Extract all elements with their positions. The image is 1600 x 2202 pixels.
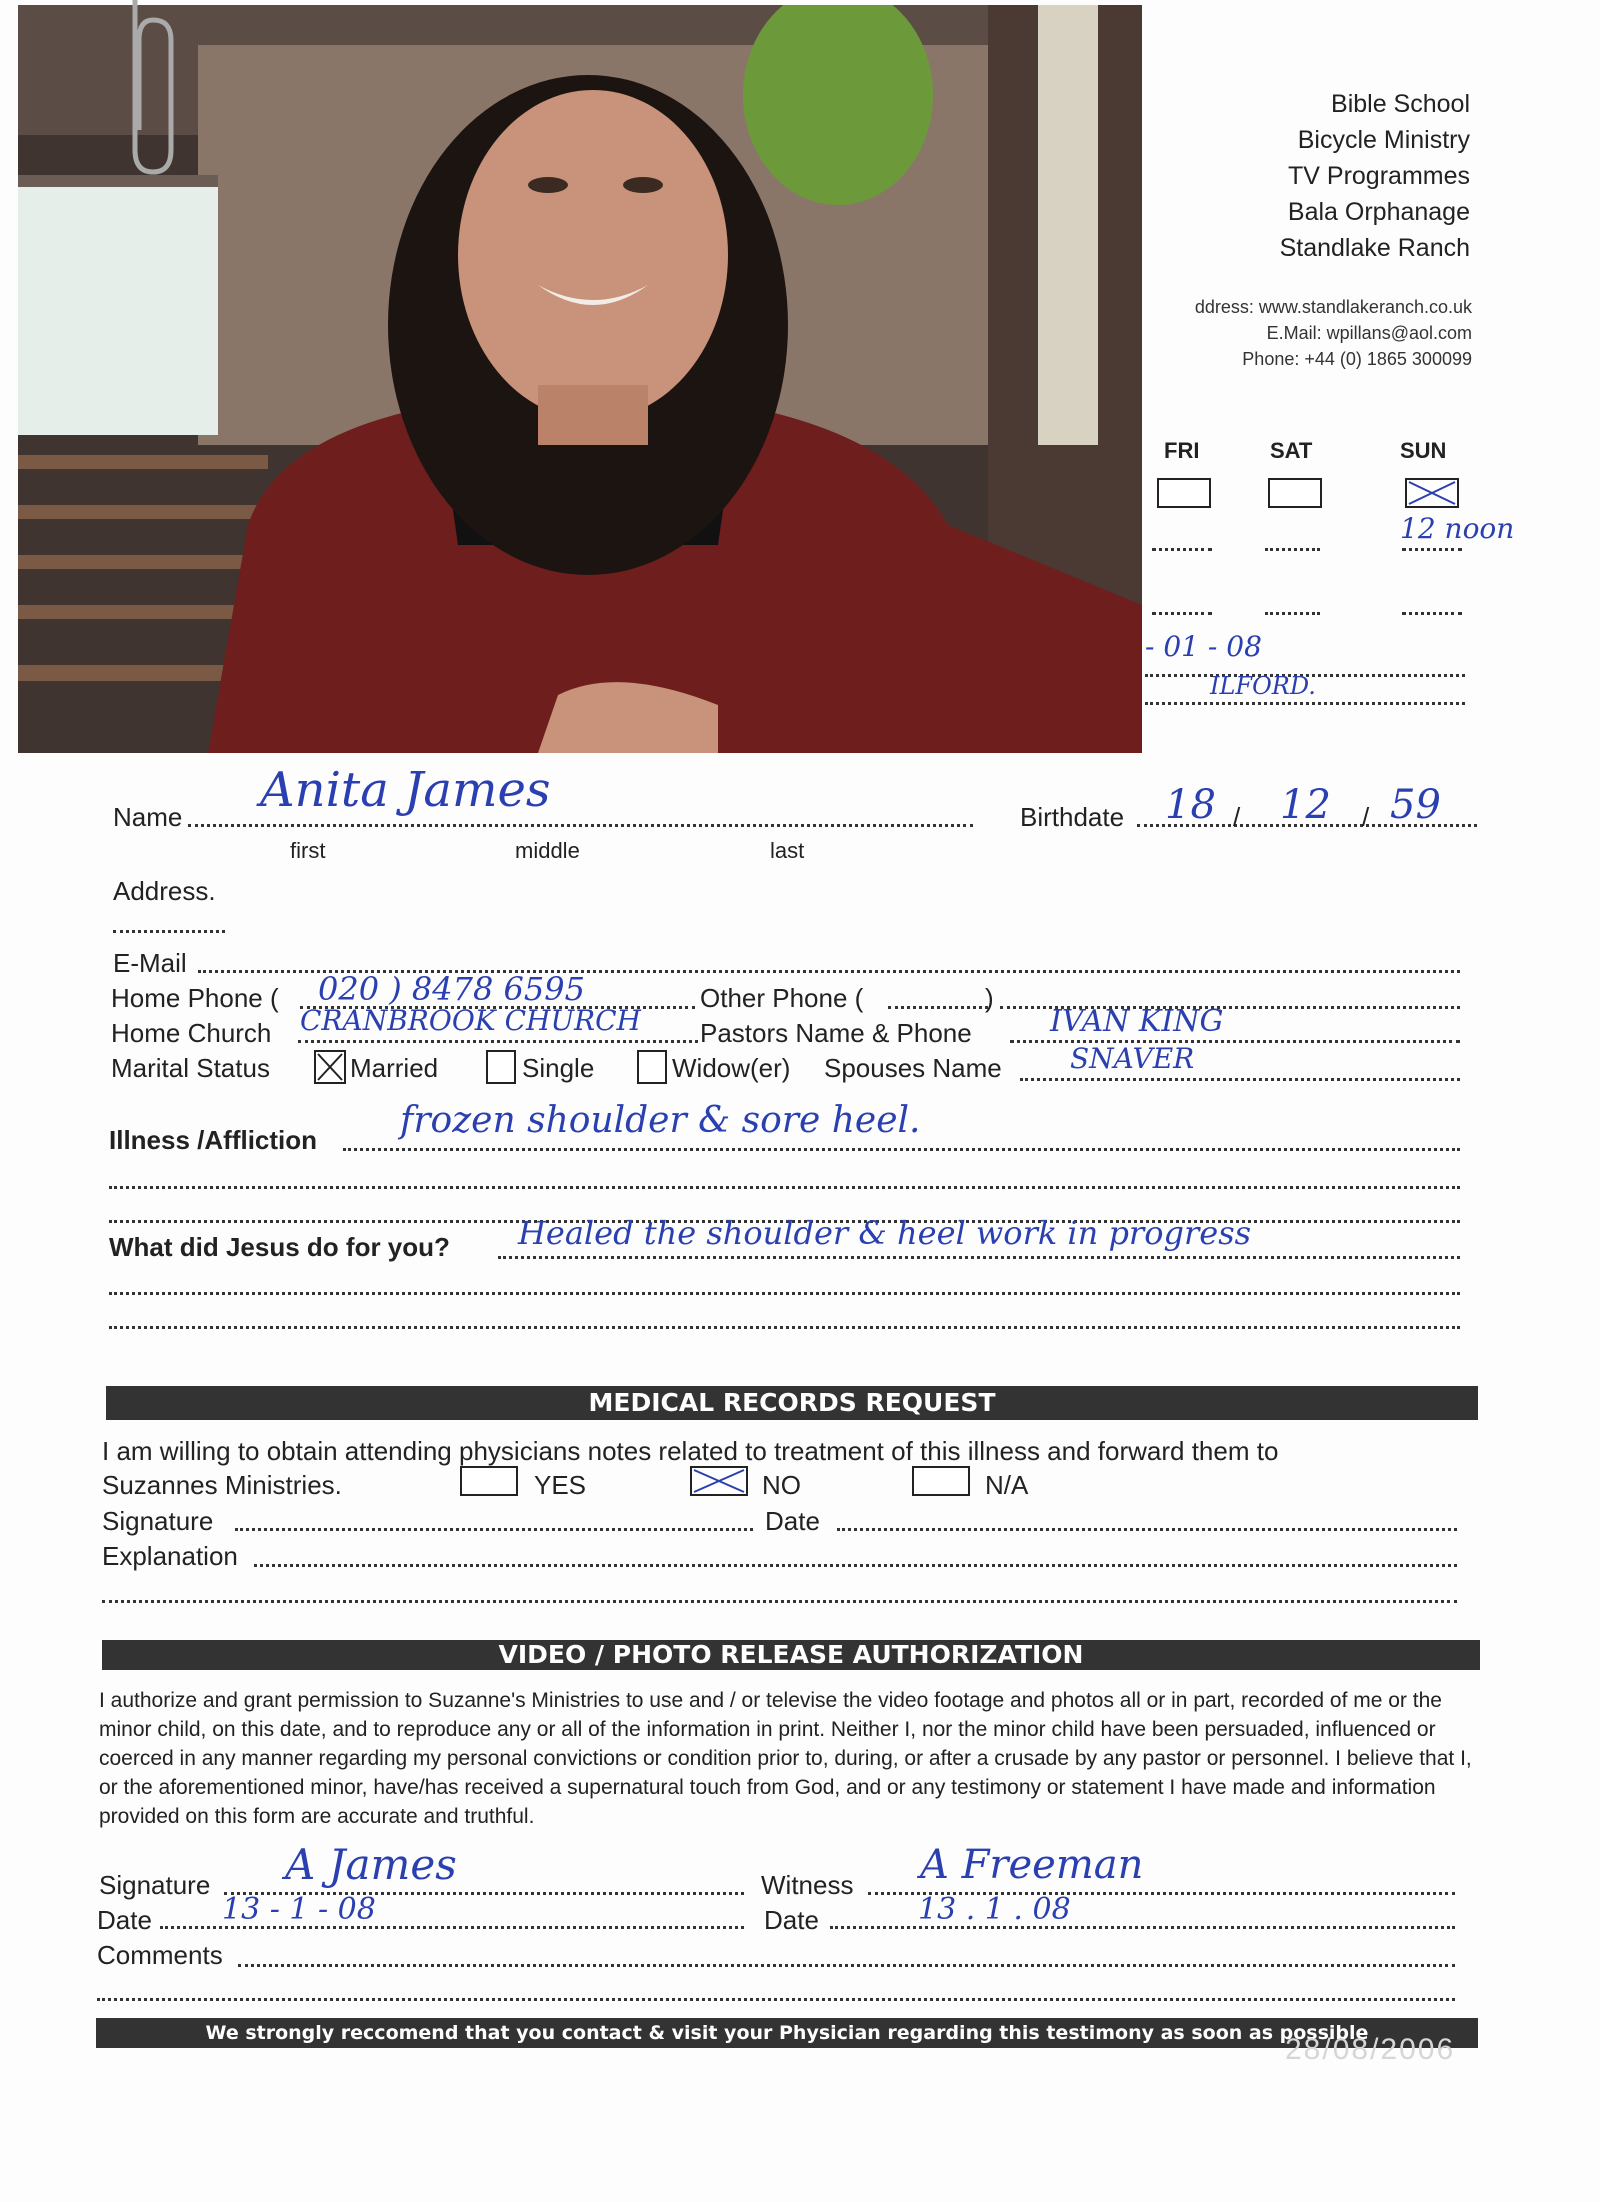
attached-photo [18,5,1142,753]
ministry-item: TV Programmes [1288,162,1470,190]
ministry-item: Bala Orphanage [1287,198,1470,226]
paperclip-icon [95,0,175,180]
release-paragraph: I authorize and grant permission to Suzanne's Ministries to use and / or televise the video footage and photos all or in part, recorded of me or the minor child, on this date, and to reproduce any or all of the information in print. Neither I, nor the minor child have been persuaded, influenced or coerced in any manner regarding my personal convictions or condition prior to, during, or after a crusade by any pastor or personnel. I believe that I, or the aforementioned minor, have/has received a supernatural touch from God, and or any testimony or statement I have made and information provided on this form are accurate and truthful. [99,1689,1472,1828]
email-line: E.Mail: wpillans@aol.com [1266,323,1472,343]
no-option: NO [762,1470,801,1500]
day-sat: SAT [1270,438,1313,463]
single-option: Single [522,1053,595,1083]
name-sub-last: last [770,838,805,863]
other-phone-close: ) [985,983,994,1013]
ministry-item: Bible School [1331,90,1470,118]
yes-option: YES [534,1470,587,1500]
witness-label: Witness [761,1870,854,1900]
birthdate-label: Birthdate [1020,802,1125,832]
medical-text-2: Suzannes Ministries. [102,1470,342,1500]
pastors-label: Pastors Name & Phone [700,1018,972,1048]
check-x-icon [316,1052,344,1082]
meeting-date: - 01 - 08 [1145,630,1262,663]
medical-section-title: MEDICAL RECORDS REQUEST [106,1386,1478,1420]
home-phone-value[interactable]: 020 ) 8478 6595 [318,970,585,1008]
widow-checkbox[interactable] [637,1050,667,1084]
spouse-value[interactable]: SNAVER [1070,1042,1195,1075]
birth-sep-2: / [1362,802,1370,832]
witness-date-value[interactable]: 13 . 1 . 08 [918,1892,1071,1927]
yes-checkbox[interactable] [460,1466,518,1496]
birth-sep-1: / [1233,802,1241,832]
na-option: N/A [985,1470,1029,1500]
home-church-value[interactable]: CRANBROOK CHURCH [300,1004,641,1037]
release-date-value[interactable]: 13 - 1 - 08 [222,1892,376,1927]
footer-notice: We strongly reccomend that you contact & visit your Physician regarding this testimony as soon as possible [96,2018,1478,2048]
address-line: ddress: www.standlakeranch.co.uk [1194,297,1472,317]
name-sub-first: first [290,838,326,863]
release-date-label: Date [97,1905,152,1935]
phone-line: Phone: +44 (0) 1865 300099 [1242,349,1472,369]
other-phone-label: Other Phone ( [700,983,864,1013]
home-church-label: Home Church [111,1018,272,1048]
illness-value[interactable]: frozen shoulder & sore heel. [400,1100,921,1141]
married-option: Married [350,1053,439,1083]
medical-signature-label: Signature [102,1506,214,1536]
release-signature-value[interactable]: A James [285,1840,457,1889]
single-checkbox[interactable] [486,1050,516,1084]
day-fri: FRI [1164,438,1200,463]
ministry-item: Bicycle Ministry [1297,126,1470,154]
sun-time-note: 12 noon [1400,512,1515,545]
sun-checkbox[interactable] [1405,478,1459,508]
na-checkbox[interactable] [912,1466,970,1496]
release-signature-label: Signature [99,1870,211,1900]
date-stamp: 28/08/2006 [1285,2033,1456,2066]
ministry-list [1150,86,1470,266]
check-x-icon [1407,480,1457,506]
name-sub-middle: middle [515,838,580,863]
name-value[interactable]: Anita James [260,762,551,818]
illness-label: Illness /Affliction [109,1125,318,1155]
marital-label: Marital Status [111,1053,270,1083]
no-checkbox[interactable] [690,1466,748,1496]
day-sun: SUN [1400,438,1447,463]
birth-day[interactable]: 18 [1165,782,1216,828]
jesus-value[interactable]: Healed the shoulder & heel work in progress [518,1214,1252,1252]
check-x-icon [692,1468,746,1494]
pastors-value[interactable]: IVAN KING [1050,1004,1224,1039]
medical-text-1: I am willing to obtain attending physicians notes related to treatment of this illness and forward them to [102,1436,1279,1466]
medical-date-label: Date [765,1506,820,1536]
meeting-place: ILFORD. [1210,672,1316,700]
comments-label: Comments [97,1940,223,1970]
ministry-item: Standlake Ranch [1279,234,1470,262]
witness-value[interactable]: A Freeman [920,1842,1144,1888]
explanation-label: Explanation [102,1541,238,1571]
birth-month[interactable]: 12 [1280,782,1331,828]
photo-portrait [18,5,1142,753]
spouse-label: Spouses Name [824,1053,1002,1083]
married-checkbox[interactable] [314,1050,346,1084]
contact-block [1132,294,1472,372]
release-section-title: VIDEO / PHOTO RELEASE AUTHORIZATION [102,1640,1480,1670]
birth-year[interactable]: 59 [1390,782,1441,828]
jesus-label: What did Jesus do for you? [109,1232,450,1262]
home-phone-label: Home Phone ( [111,983,279,1013]
sat-checkbox[interactable] [1268,478,1322,508]
address-label: Address. [113,876,216,906]
email-label: E-Mail [113,948,187,978]
fri-checkbox[interactable] [1157,478,1211,508]
widow-option: Widow(er) [672,1053,791,1083]
witness-date-label: Date [764,1905,819,1935]
name-label: Name [113,802,183,832]
